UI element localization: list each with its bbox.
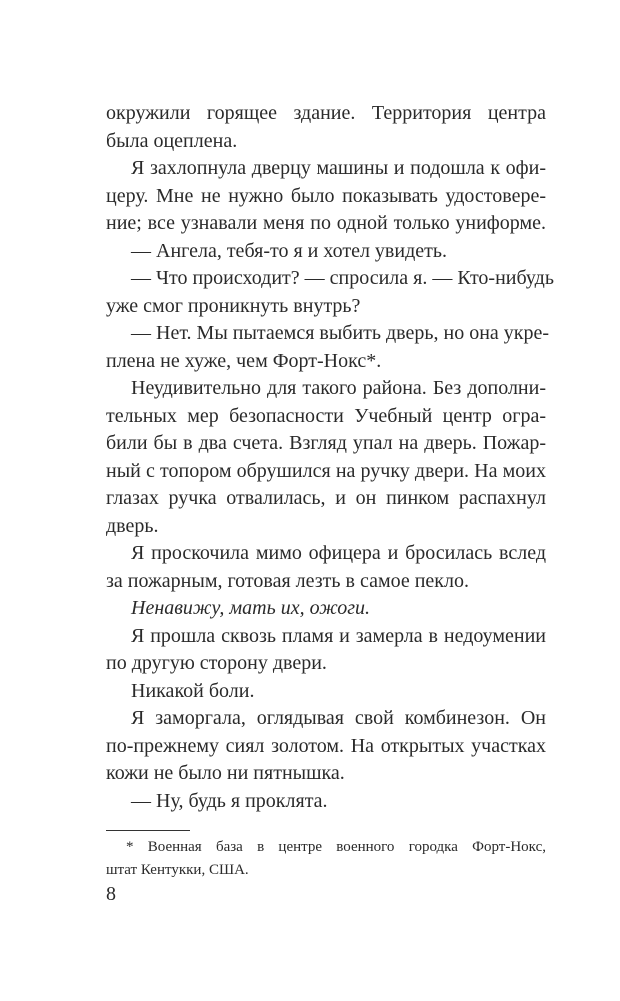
text-line: по другую сторону двери. [106,652,327,674]
body-text [106,100,554,815]
footnote-line: * Военная база в центре военного городка Форт-Нокс, [126,839,546,855]
text-line: ный с топором обрушился на ручку двери. На моих [106,459,546,482]
text-line: Я заморгала, оглядывая свой комбинезон. Он [131,707,546,729]
text-line: Неудивительно для такого района. Без дополни- [131,377,546,399]
text-line: били бы в два счета. Взгляд упал на дверь. Пожар- [106,432,546,454]
text-line: окружили горящее здание. Территория центра [106,102,546,124]
text-line: по-прежнему сиял золотом. На открытых участках [106,734,546,757]
text-line: церу. Мне не нужно было показывать удостовере- [106,184,546,207]
text-line: кожи не было ни пятнышка. [106,762,345,784]
footnote-line: штат Кентукки, США. [106,862,249,878]
text-line: была оцеплена. [106,129,238,152]
text-line: — Ну, будь я проклята. [131,789,328,812]
text-line: — Нет. Мы пытаемся выбить дверь, но она укре- [131,322,550,344]
page-number: 8 [106,883,116,905]
text-line: за пожарным, готовая лезть в самое пекло. [106,569,470,592]
text-line: — Что происходит? — спросила я. — Кто-нибудь [131,267,554,289]
text-line: Я прошла сквозь пламя и замерла в недоумении [131,624,546,647]
text-line: Я захлопнула дверцу машины и подошла к офи- [131,157,546,179]
text-line: дверь. [106,514,159,537]
footnote [106,836,546,882]
text-line: ние; все узнавали меня по одной только униформе. [106,212,546,234]
text-line: Я проскочила мимо офицера и бросилась вслед [131,542,546,564]
text-line: — Ангела, тебя-то я и хотел увидеть. [131,239,447,262]
text-line: плена не хуже, чем Форт-Нокс*. [106,349,382,372]
text-line: тельных мер безопасности Учебный центр огра- [106,404,546,427]
text-line: уже смог проникнуть внутрь? [106,294,361,317]
text-line: глазах ручка отвалилась, и он пинком распахнул [106,487,546,509]
text-line: Ненавижу, мать их, ожоги. [131,597,371,619]
footnote-divider [106,830,190,831]
text-line: Никакой боли. [131,679,255,702]
